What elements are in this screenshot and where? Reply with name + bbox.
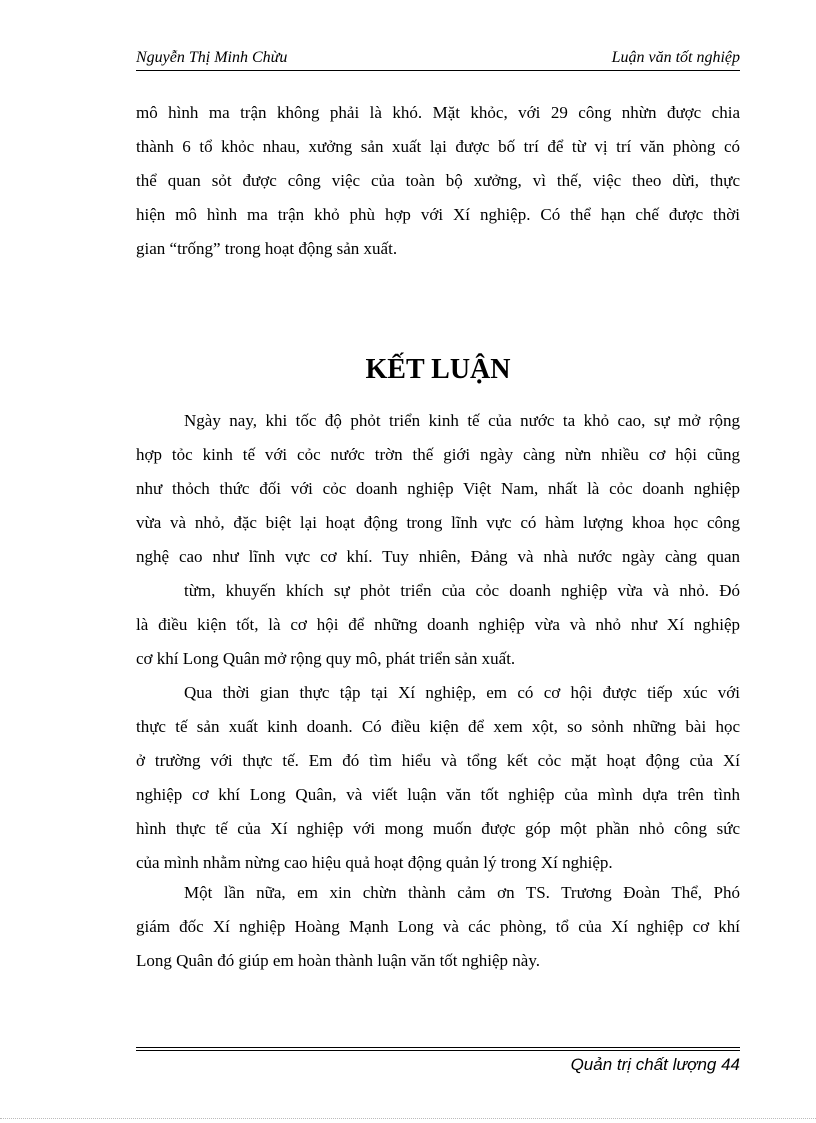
page-footer: Quản trị chất lượng 44 [570, 1055, 740, 1074]
paragraph-line: giám đốc Xí nghiệp Hoàng Mạnh Long và các phòng, tổ của Xí nghiệp cơ khí [136, 917, 740, 936]
paragraph-line: nghệ cao như lĩnh vực cơ khí. Tuy nhiên, Đảng và nhà nước ngày càng quan [136, 547, 740, 566]
paragraph-line: của mình nhằm nừng cao hiệu quả hoạt động quản lý trong Xí nghiệp. [136, 853, 613, 872]
paragraph-line: thể quan sỏt được công việc của toàn bộ xưởng, vì thế, việc theo dừi, thực [136, 171, 740, 190]
header-doc-type: Luận văn tốt nghiệp [611, 49, 740, 66]
paragraph-line: từm, khuyến khích sự phỏt triển của cỏc doanh nghiệp vừa và nhỏ. Đó [184, 581, 740, 600]
header-rule [136, 70, 740, 73]
paragraph-line: hiện mô hình ma trận khỏ phù hợp với Xí nghiệp. Có thể hạn chế được thời [136, 205, 740, 224]
footer-rule [136, 1047, 740, 1053]
paragraph-line: như thỏch thức đối với cỏc doanh nghiệp Việt Nam, nhất là cỏc doanh nghiệp [136, 479, 740, 498]
page-edge-divider [0, 1118, 816, 1119]
intro-paragraph [136, 96, 740, 266]
paragraph-line: Long Quân đó giúp em hoàn thành luận văn tốt nghiệp này. [136, 951, 540, 970]
paragraph-line: ở trường với thực tế. Em đó tìm hiểu và tổng kết cỏc mặt hoạt động của Xí [136, 751, 740, 770]
paragraph-line: thành 6 tổ khỏc nhau, xưởng sản xuất lại được bố trí để từ vị trí văn phòng có [136, 137, 740, 156]
paragraph-line: Ngày nay, khi tốc độ phỏt triển kinh tế của nước ta khỏ cao, sự mở rộng [184, 411, 740, 430]
paragraph-line: cơ khí Long Quân mở rộng quy mô, phát triển sản xuất. [136, 649, 516, 668]
paragraph-line: gian “trống” trong hoạt động sản xuất. [136, 239, 398, 258]
conclusion-paragraph-3 [136, 676, 740, 880]
paragraph-line: vừa và nhỏ, đặc biệt lại hoạt động trong lĩnh vực có hàm lượng khoa học công [136, 513, 740, 532]
paragraph-line: Qua thời gian thực tập tại Xí nghiệp, em có cơ hội được tiếp xúc với [184, 683, 740, 702]
conclusion-paragraph-2 [136, 574, 740, 676]
paragraph-line: thực tế sản xuất kinh doanh. Có điều kiện để xem xột, so sỏnh những bài học [136, 717, 740, 736]
paragraph-line: là điều kiện tốt, là cơ hội để những doanh nghiệp vừa và nhỏ như Xí nghiệp [136, 615, 740, 634]
conclusion-paragraph-1 [136, 404, 740, 574]
paragraph-line: hợp tỏc kinh tế với cỏc nước trờn thế giới ngày càng nừn nhiều cơ hội cũng [136, 445, 740, 464]
page-header [136, 48, 740, 68]
conclusion-paragraph-4 [136, 876, 740, 978]
paragraph-line: mô hình ma trận không phải là khó. Mặt khỏc, với 29 công nhừn được chia [136, 103, 740, 122]
paragraph-line: nghiệp cơ khí Long Quân, và viết luận văn tốt nghiệp của mình dựa trên tình [136, 785, 740, 804]
paragraph-line: Một lần nữa, em xin chừn thành cảm ơn TS. Trương Đoàn Thể, Phó [184, 883, 740, 902]
section-title: KẾT LUẬN [365, 354, 511, 385]
header-author: Nguyễn Thị Minh Chừu [136, 49, 288, 66]
paragraph-line: hình thực tế của Xí nghiệp với mong muốn được góp một phần nhỏ công sức [136, 819, 740, 838]
